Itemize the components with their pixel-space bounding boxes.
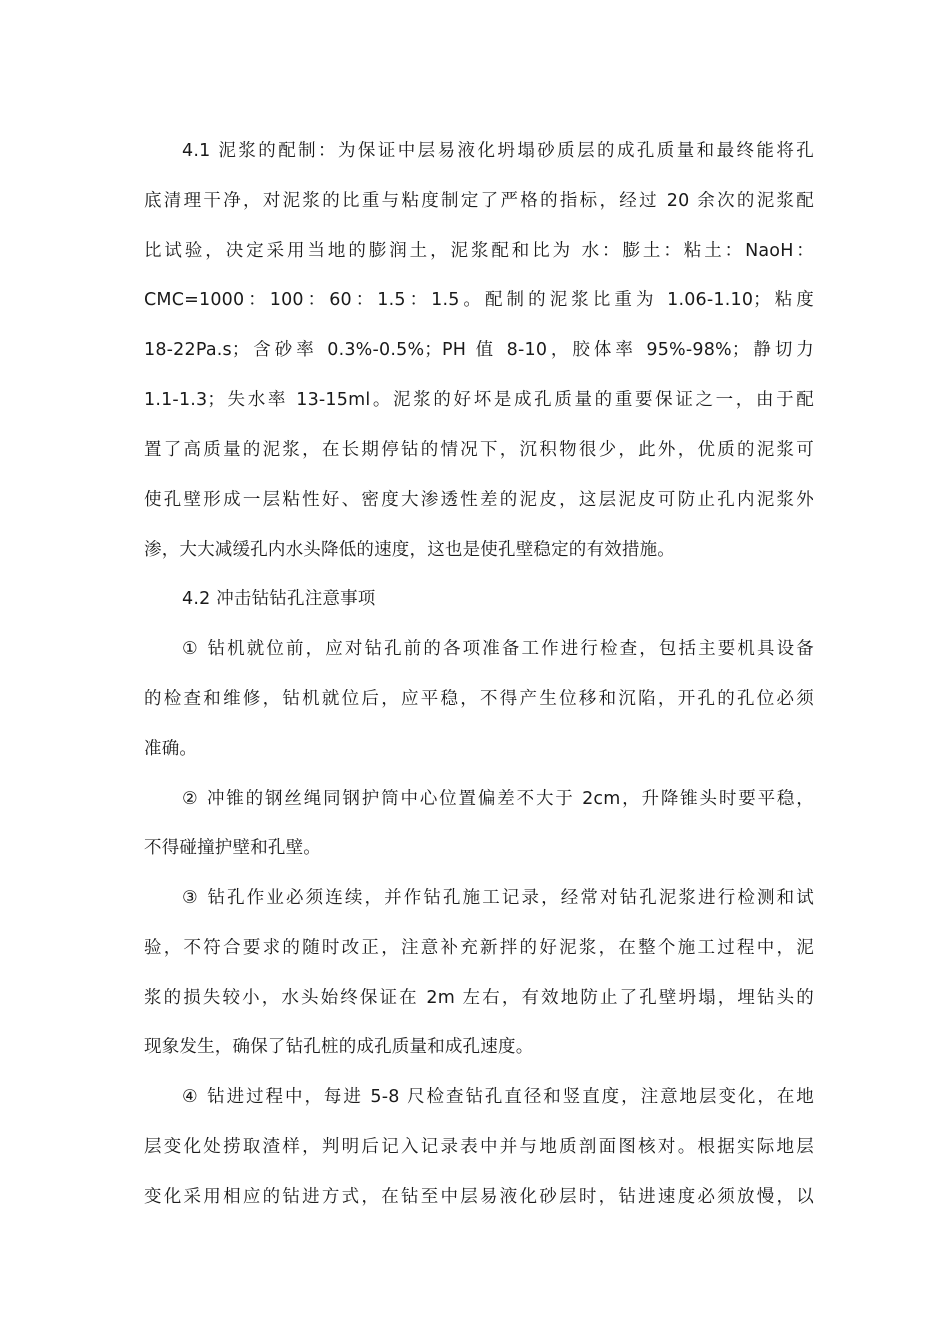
item-3-line-1: ③ 钻孔作业必须连续，并作钻孔施工记录，经常对钻孔泥浆进行检测和试 (182, 888, 814, 908)
paragraph-4-1-line-2: 底清理干净，对泥浆的比重与粘度制定了严格的指标，经过 20 余次的泥浆配 (144, 191, 814, 211)
item-4-line-1: ④ 钻进过程中，每进 5-8 尺检查钻孔直径和竖直度，注意地层变化，在地 (182, 1087, 814, 1107)
item-3-line-4: 现象发生，确保了钻孔桩的成孔质量和成孔速度。 (144, 1037, 534, 1057)
paragraph-4-1-line-3: 比试验，决定采用当地的膨润土，泥浆配和比为 水：膨土：粘土：NaoH： (144, 241, 814, 261)
item-1-line-1: ① 钻机就位前，应对钻孔前的各项准备工作进行检查，包括主要机具设备 (182, 639, 814, 659)
item-2-line-2: 不得碰撞护壁和孔壁。 (144, 838, 321, 858)
section-heading-4-2: 4.2 冲击钻钻孔注意事项 (182, 589, 376, 609)
paragraph-4-1-line-8: 使孔壁形成一层粘性好、密度大渗透性差的泥皮，这层泥皮可防止孔内泥浆外 (144, 490, 814, 510)
item-4-line-3: 变化采用相应的钻进方式，在钻至中层易液化砂层时，钻进速度必须放慢，以 (144, 1187, 814, 1207)
item-2-line-1: ② 冲锥的钢丝绳同钢护筒中心位置偏差不大于 2cm，升降锥头时要平稳， (182, 789, 814, 809)
paragraph-4-1-line-6: 1.1-1.3；失水率 13-15ml。泥浆的好坏是成孔质量的重要保证之一，由于配 (144, 390, 814, 410)
item-4-line-2: 层变化处捞取渣样，判明后记入记录表中并与地质剖面图核对。根据实际地层 (144, 1137, 814, 1157)
paragraph-4-1-line-1: 4.1 泥浆的配制：为保证中层易液化坍塌砂质层的成孔质量和最终能将孔 (182, 141, 814, 161)
item-3-line-2: 验，不符合要求的随时改正，注意补充新拌的好泥浆，在整个施工过程中，泥 (144, 938, 814, 958)
item-1-line-3: 准确。 (144, 739, 198, 759)
paragraph-4-1-line-9: 渗，大大减缓孔内水头降低的速度，这也是使孔壁稳定的有效措施。 (144, 540, 675, 560)
paragraph-4-1-line-7: 置了高质量的泥浆，在长期停钻的情况下，沉积物很少，此外，优质的泥浆可 (144, 440, 814, 460)
paragraph-4-1-line-5: 18-22Pa.s；含砂率 0.3%-0.5%；PH 值 8-10，胶体率 95%-98%；静切力 (144, 340, 814, 360)
paragraph-4-1-line-4: CMC=1000：100：60：1.5：1.5。配制的泥浆比重为 1.06-1.10；粘度 (144, 290, 814, 310)
item-3-line-3: 浆的损失较小，水头始终保证在 2m 左右，有效地防止了孔壁坍塌，埋钻头的 (144, 988, 814, 1008)
item-1-line-2: 的检查和维修，钻机就位后，应平稳，不得产生位移和沉陷，开孔的孔位必须 (144, 689, 814, 709)
